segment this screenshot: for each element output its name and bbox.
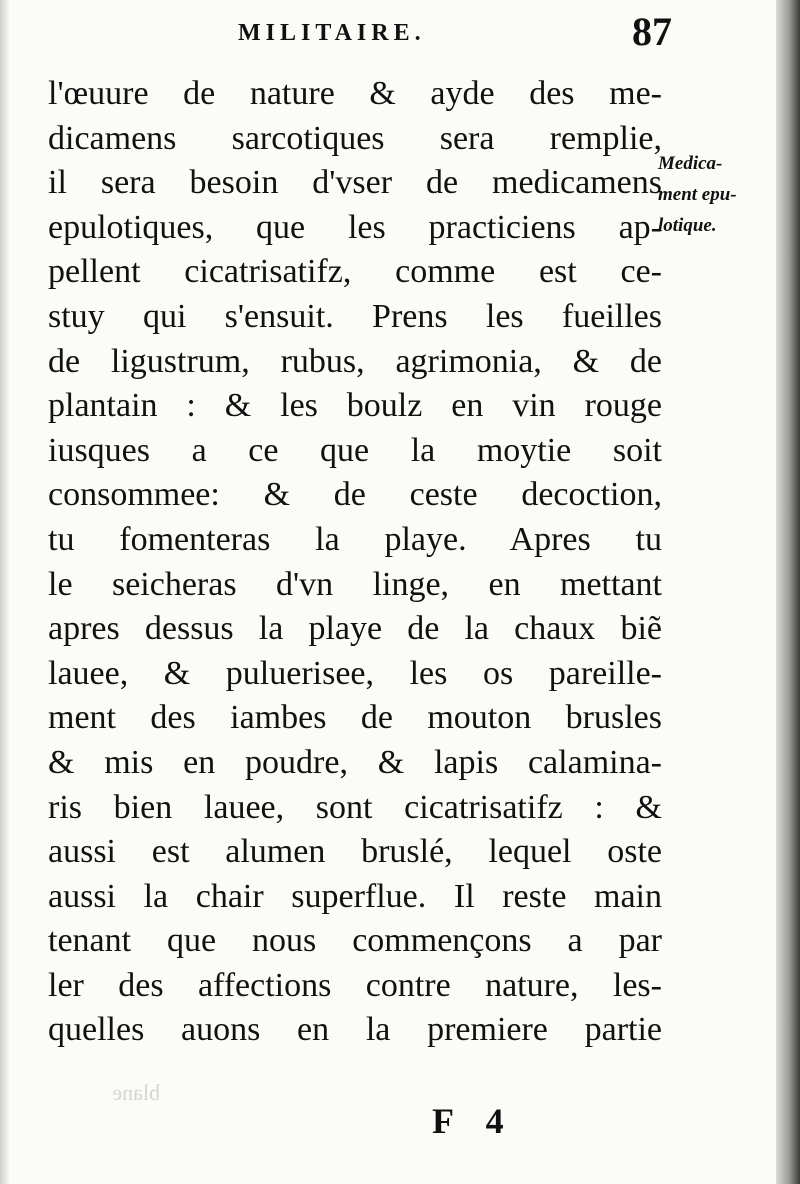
margin-note-line: ment epu- — [658, 184, 737, 205]
text-line: ment des iambes de mouton brusles — [48, 699, 662, 737]
text-line: aussi est alumen bruslé, lequel oste — [48, 833, 662, 871]
text-line: aussi la chair superflue. Il reste main — [48, 877, 662, 915]
page-number: 87 — [632, 9, 672, 54]
body-text — [48, 72, 662, 1053]
text-line: quelles auons en la premiere partie — [48, 1011, 662, 1049]
text-line: iusques a ce que la moytie soit — [48, 431, 662, 469]
text-line: pellent cicatrisatifz, comme est ce- — [48, 253, 662, 291]
margin-note-line: lotique. — [658, 215, 717, 236]
text-line: de ligustrum, rubus, agrimonia, & de — [48, 342, 662, 380]
text-line: dicamens sarcotiques sera remplie, — [48, 119, 662, 157]
text-line: ler des affections contre nature, les- — [48, 966, 662, 1004]
margin-note — [658, 148, 788, 241]
text-line: lauee, & puluerisee, les os pareille- — [48, 654, 662, 692]
running-head: MILITAIRE. — [238, 20, 426, 46]
text-line: epulotiques, que les practiciens ap- — [48, 208, 662, 246]
text-line: plantain : & les boulz en vin rouge — [48, 387, 662, 425]
text-line: consommee: & de ceste decoction, — [48, 476, 662, 514]
page-gutter-shadow — [0, 0, 10, 1184]
bleed-through-text: blane — [112, 1080, 160, 1105]
signature-mark: F 4 — [432, 1101, 504, 1141]
text-line: l'œuure de nature & ayde des me- — [48, 75, 662, 112]
text-line: apres dessus la playe de la chaux biẽ — [48, 610, 662, 648]
text-line: il sera besoin d'vser de medicamens — [48, 164, 662, 202]
text-line: stuy qui s'ensuit. Prens les fueilles — [48, 297, 662, 335]
text-line: tu fomenteras la playe. Apres tu — [48, 520, 662, 558]
text-line: & mis en poudre, & lapis calamina- — [48, 743, 662, 781]
text-line: ris bien lauee, sont cicatrisatifz : & — [48, 788, 662, 826]
text-line: tenant que nous commençons a par — [48, 922, 662, 960]
text-line: le seicheras d'vn linge, en mettant — [48, 565, 662, 603]
margin-note-line: Medica- — [658, 153, 723, 174]
